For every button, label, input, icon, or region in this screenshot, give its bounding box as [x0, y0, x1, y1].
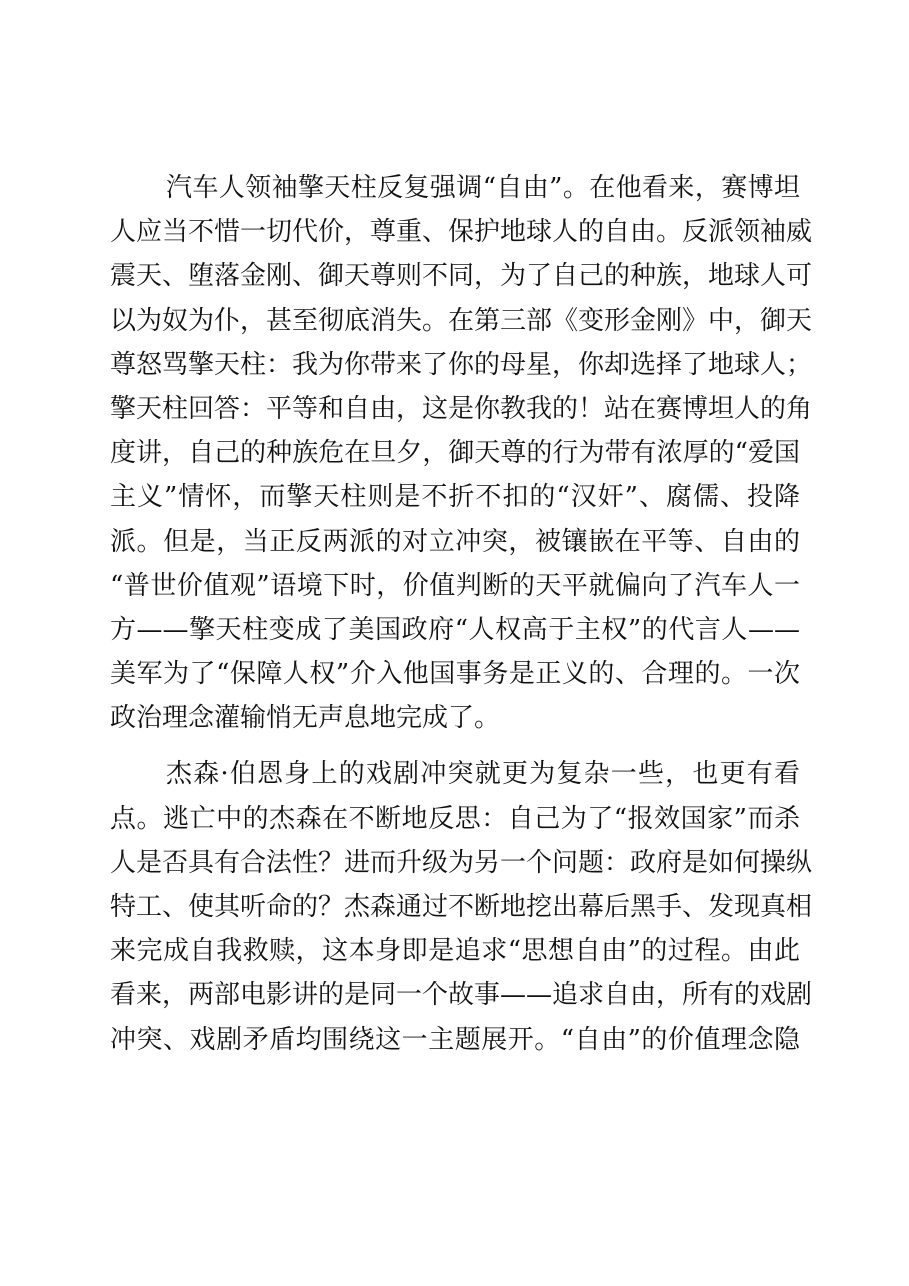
text-line: 人是否具有合法性？进而升级为另一个问题：政府是如何操纵 — [110, 847, 813, 878]
text-line: 派。但是，当正反两派的对立冲突，被镶嵌在平等、自由的 — [110, 526, 800, 557]
text-line: 政治理念灌输悄无声息地完成了。 — [110, 703, 501, 734]
paragraph-spacer — [110, 740, 800, 752]
text-line: 点。逃亡中的杰森在不断地反思：自己为了“报效国家”而杀 — [110, 803, 800, 834]
paragraph-1 — [110, 166, 813, 740]
text-line: 度讲，自己的种族危在旦夕，御天尊的行为带有浓厚的“爱国 — [110, 438, 800, 469]
text-line: 震天、堕落金刚、御天尊则不同，为了自己的种族，地球人可 — [110, 261, 813, 292]
text-line: 擎天柱回答：平等和自由，这是你教我的！站在赛博坦人的角 — [110, 393, 813, 424]
text-line: “普世价值观”语境下时，价值判断的天平就偏向了汽车人一 — [110, 570, 800, 601]
text-line: 杰森·伯恩身上的戏剧冲突就更为复杂一些，也更有看 — [166, 759, 800, 790]
text-line: 以为奴为仆，甚至彻底消失。在第三部《变形金刚》中，御天 — [110, 305, 813, 336]
text-line: 看来，两部电影讲的是同一个故事——追求自由，所有的戏剧 — [110, 980, 813, 1011]
paragraph-2 — [110, 752, 813, 1061]
text-line: 主义”情怀，而擎天柱则是不折不扣的“汉奸”、腐儒、投降 — [110, 482, 800, 513]
text-line: 尊怒骂擎天柱：我为你带来了你的母星，你却选择了地球人； — [110, 349, 813, 380]
text-line: 方——擎天柱变成了美国政府“人权高于主权”的代言人—— — [110, 614, 800, 645]
text-line: 特工、使其听命的？杰森通过不断地挖出幕后黑手、发现真相 — [110, 892, 813, 922]
body-text — [110, 166, 813, 1062]
text-line: 汽车人领袖擎天柱反复强调“自由”。在他看来，赛博坦 — [166, 173, 800, 203]
text-line: 人应当不惜一切代价，尊重、保护地球人的自由。反派领袖威 — [110, 217, 813, 248]
text-line: 冲突、戏剧矛盾均围绕这一主题展开。“自由”的价值理念隐 — [110, 1024, 800, 1055]
text-line: 来完成自我救赎，这本身即是追求“思想自由”的过程。由此 — [110, 936, 800, 967]
text-line: 美军为了“保障人权”介入他国事务是正义的、合理的。一次 — [110, 659, 800, 690]
